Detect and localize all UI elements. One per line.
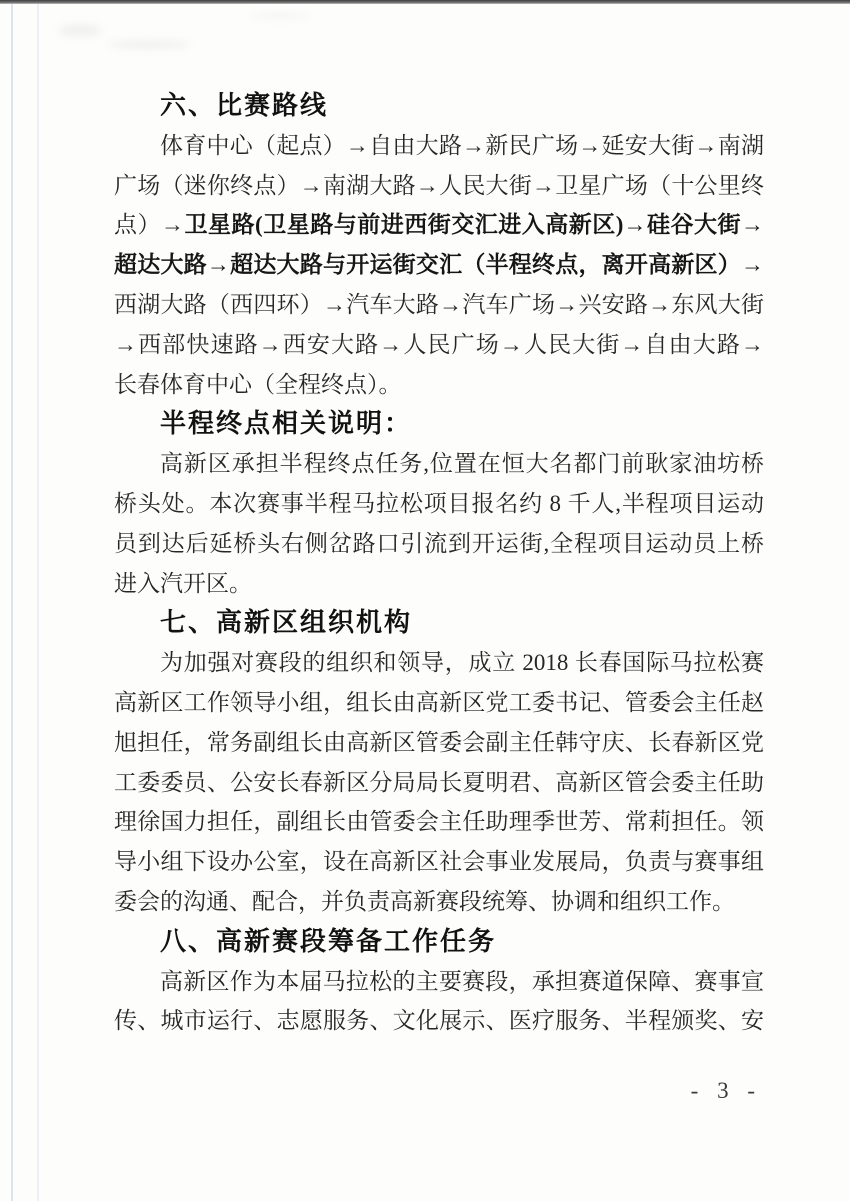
text-line xyxy=(114,245,764,285)
text-segment: 进入汽开区。 xyxy=(114,570,252,596)
text-line xyxy=(114,325,764,365)
text-line xyxy=(114,763,764,803)
text-segment: 西湖大路（西四环）→汽车大路→汽车广场→兴安路→东风大街 xyxy=(114,291,764,317)
text-line xyxy=(114,524,764,564)
text-segment: 广场（迷你终点）→南湖大路→人民大街→卫星广场（十公里终 xyxy=(114,172,764,198)
text-line xyxy=(114,882,764,922)
text-line xyxy=(114,643,764,683)
text-line xyxy=(114,802,764,842)
text-segment: 旭担任，常务副组长由高新区管委会副主任韩守庆、长春新区党 xyxy=(114,729,764,755)
text-line xyxy=(114,365,764,405)
text-segment: 委会的沟通、配合，并负责高新赛段统筹、协调和组织工作。 xyxy=(114,888,735,914)
text-line xyxy=(114,166,764,206)
text-segment: 超达大路→超达大路与开运街交汇（半程终点，离开高新区）→ xyxy=(114,252,764,278)
section-heading: 半程终点相关说明： xyxy=(160,408,413,439)
text-segment: 工委委员、公安长春新区分局局长夏明君、高新区管会委主任助 xyxy=(114,769,764,795)
text-block xyxy=(114,86,764,1041)
text-segment: 导小组下设办公室，设在高新区社会事业发展局，负责与赛事组 xyxy=(114,849,764,875)
text-line xyxy=(114,484,764,524)
text-segment: 员到达后延桥头右侧岔路口引流到开运街,全程项目运动员上桥 xyxy=(114,530,764,556)
text-line xyxy=(114,444,764,484)
text-line xyxy=(114,564,764,604)
section-heading: 七、高新区组织机构 xyxy=(160,607,413,638)
text-line xyxy=(114,683,764,723)
text-segment: 高新区作为本届马拉松的主要赛段，承担赛道保障、赛事宣 xyxy=(160,968,764,994)
text-line xyxy=(114,723,764,763)
text-segment: 高新区工作领导小组，组长由高新区党工委书记、管委会主任赵 xyxy=(114,689,764,715)
section-heading: 八、高新赛段筹备工作任务 xyxy=(160,925,497,956)
page-number: - 3 - xyxy=(690,1078,756,1103)
text-line xyxy=(114,126,764,166)
text-segment: 为加强对赛段的组织和领导，成立 2018 长春国际马拉松赛 xyxy=(160,650,764,676)
text-line xyxy=(114,1001,764,1041)
scan-smudge xyxy=(250,12,310,19)
text-segment: 高新区承担半程终点任务,位置在恒大名都门前耿家油坊桥 xyxy=(160,451,764,477)
text-segment: 长春体育中心（全程终点）。 xyxy=(114,371,402,397)
scan-left-inner-line xyxy=(37,4,39,1201)
section-heading: 六、比赛路线 xyxy=(160,90,329,120)
text-line xyxy=(114,285,764,325)
text-segment: 体育中心（起点）→自由大路→新民广场→延安大街→南湖 xyxy=(160,132,764,158)
text-segment: 理徐国力担任，副组长由管委会主任助理季世芳、常莉担任。领 xyxy=(114,809,764,835)
text-line xyxy=(114,205,764,245)
text-segment: 传、城市运行、志愿服务、文化展示、医疗服务、半程颁奖、安 xyxy=(114,1008,764,1034)
scan-smudge xyxy=(108,40,190,49)
text-segment: 点）→ xyxy=(114,212,185,238)
scan-left-edge-line xyxy=(11,4,13,1201)
text-segment: →西部快速路→西安大路→人民广场→人民大街→自由大路→ xyxy=(114,331,764,357)
text-segment: 卫星路(卫星路与前进西街交汇进入高新区)→硅谷大街→ xyxy=(184,212,764,238)
text-line xyxy=(114,962,764,1002)
scan-top-edge xyxy=(0,0,850,4)
text-segment: 桥头处。本次赛事半程马拉松项目报名约 8 千人,半程项目运动 xyxy=(114,490,764,516)
scan-smudge xyxy=(58,24,102,37)
text-line xyxy=(114,842,764,882)
